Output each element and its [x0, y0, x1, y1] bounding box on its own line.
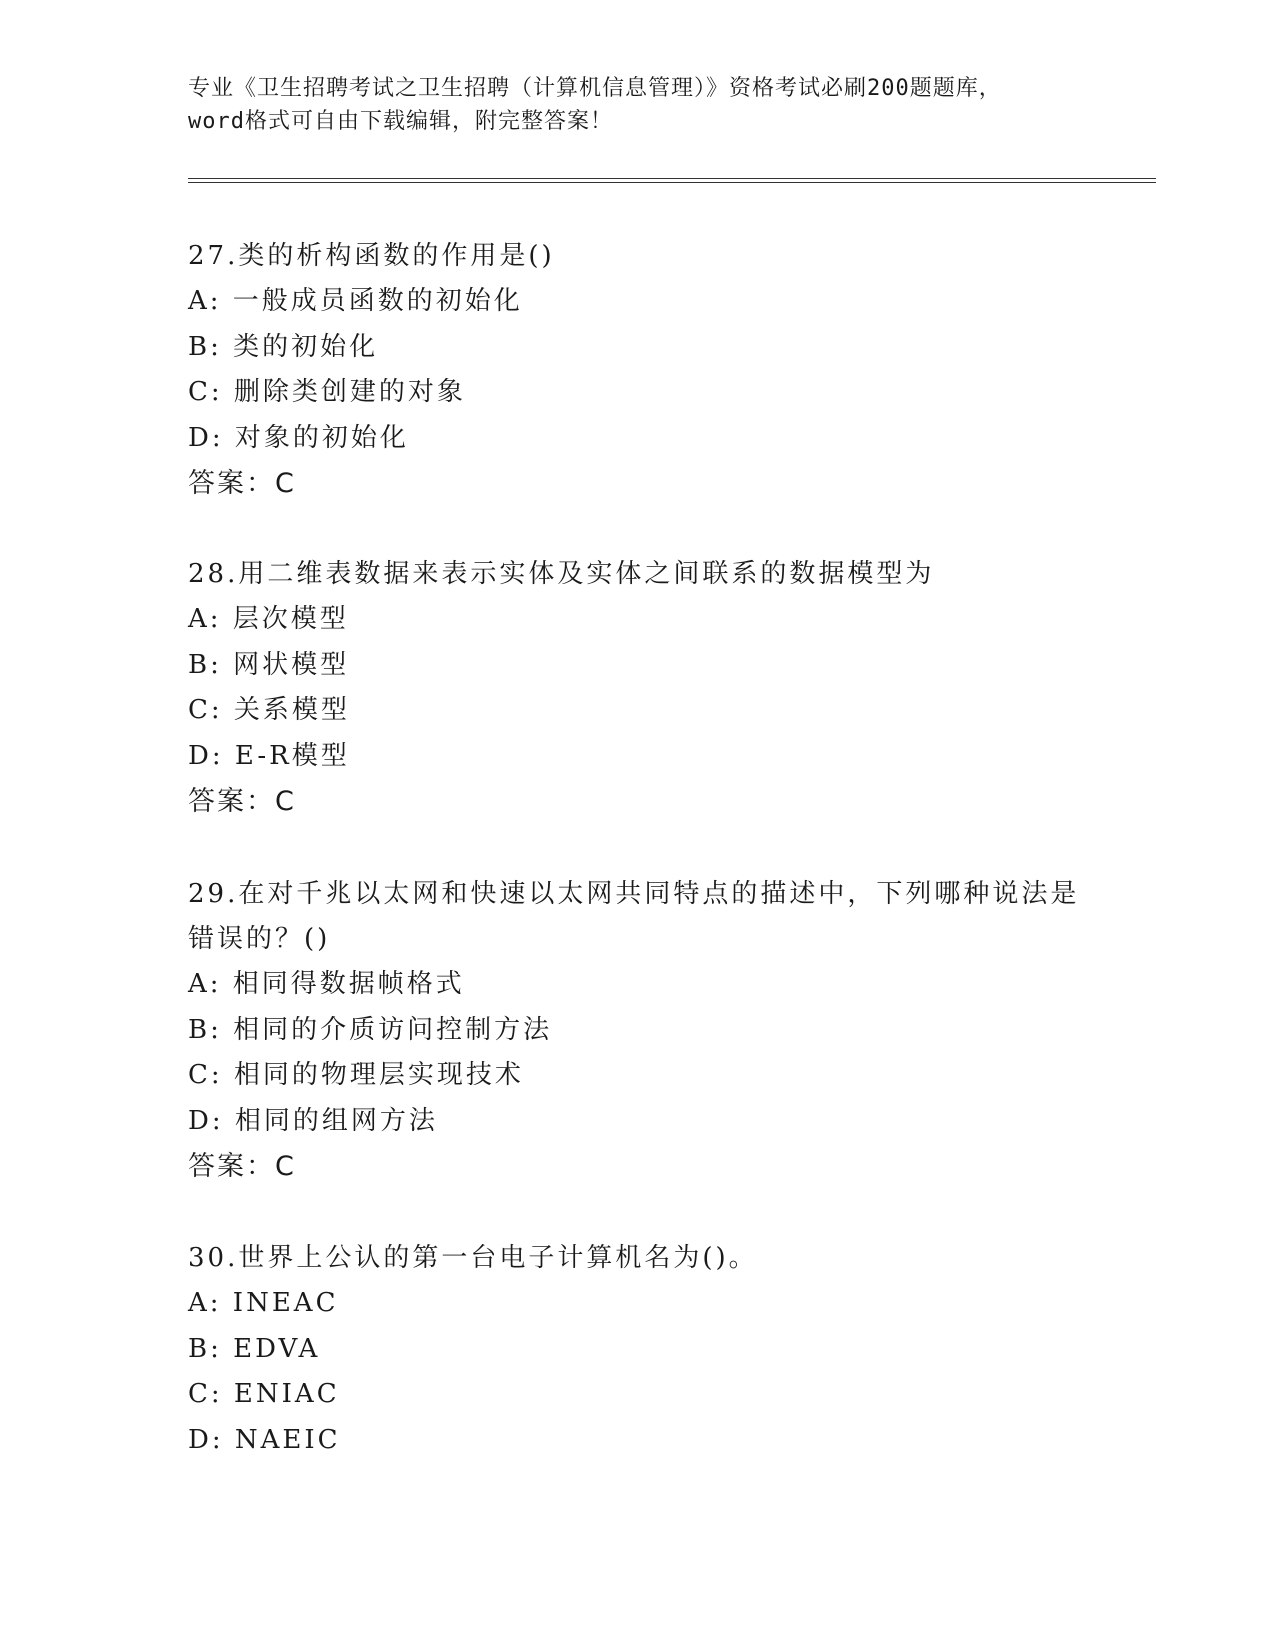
- header-line-1: 专业《卫生招聘考试之卫生招聘（计算机信息管理）》资格考试必刷200题题库，: [188, 76, 1002, 101]
- answer-line: 答案：C: [188, 468, 296, 500]
- option-a: A: 层次模型: [188, 604, 349, 634]
- question-stem: 30.世界上公认的第一台电子计算机名为()。: [188, 1243, 758, 1273]
- option-d: D: 对象的初始化: [188, 422, 409, 453]
- answer-line: 答案：C: [188, 786, 296, 818]
- option-b: B: 类的初始化: [188, 331, 379, 362]
- option-c: C: 删除类创建的对象: [188, 377, 466, 408]
- option-a: A: INEAC: [188, 1288, 339, 1318]
- option-d: D: NAEIC: [188, 1424, 341, 1455]
- question-27: [188, 234, 1088, 507]
- question-stem: 27.类的析构函数的作用是(): [188, 241, 555, 271]
- option-b: B: 相同的介质访问控制方法: [188, 1014, 553, 1045]
- answer-line: 答案：C: [188, 1151, 296, 1183]
- question-28: [188, 552, 1088, 825]
- option-b: B: EDVA: [188, 1333, 321, 1364]
- question-30: [188, 1236, 1088, 1463]
- question-stem: 28.用二维表数据来表示实体及实体之间联系的数据模型为: [188, 559, 935, 589]
- option-a: A: 一般成员函数的初始化: [188, 286, 523, 316]
- question-stem-line-1: 29.在对千兆以太网和快速以太网共同特点的描述中，下列哪种说法是: [188, 879, 1080, 909]
- question-stem-line-2: 错误的？(): [188, 924, 331, 954]
- header-line-2: word格式可自由下载编辑，附完整答案！: [188, 109, 613, 134]
- question-29: [188, 872, 1088, 1190]
- option-d: D: E-R模型: [188, 740, 350, 771]
- header-divider-top: [188, 178, 1156, 179]
- header-divider-bottom: [188, 182, 1156, 183]
- option-d: D: 相同的组网方法: [188, 1105, 438, 1136]
- option-c: C: ENIAC: [188, 1379, 340, 1410]
- option-b: B: 网状模型: [188, 649, 350, 680]
- document-header: [188, 72, 1088, 138]
- option-c: C: 关系模型: [188, 695, 350, 726]
- option-a: A: 相同得数据帧格式: [188, 969, 465, 999]
- option-c: C: 相同的物理层实现技术: [188, 1060, 524, 1091]
